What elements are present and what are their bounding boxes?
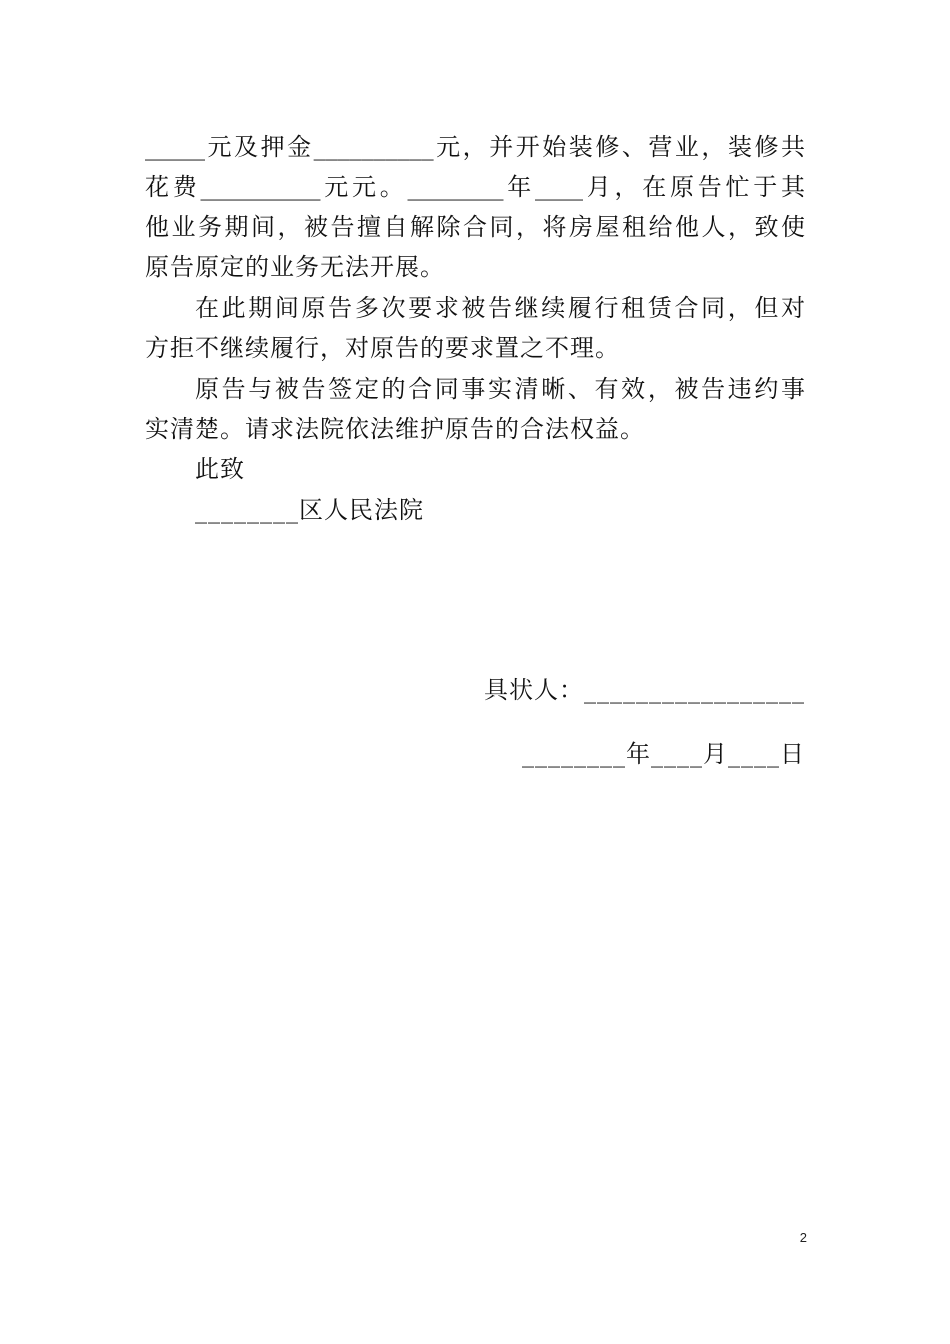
body-text-line: 原告原定的业务无法开展。 bbox=[145, 253, 445, 281]
body-text-line: 原告与被告签定的合同事实清晰、有效，被告违约事 bbox=[195, 375, 805, 403]
body-text-line: 在此期间原告多次要求被告继续履行租赁合同，但对 bbox=[195, 294, 805, 322]
page-number: 2 bbox=[799, 1230, 807, 1245]
body-text-line: 花费__________元元。________年____月，在原告忙于其 bbox=[145, 173, 805, 201]
salutation: 此致 bbox=[195, 455, 245, 483]
signature-line: 具状人：_________________ bbox=[484, 676, 805, 704]
body-text-line: 实清楚。请求法院依法维护原告的合法权益。 bbox=[145, 415, 645, 443]
body-text-line: 方拒不继续履行，对原告的要求置之不理。 bbox=[145, 334, 620, 362]
body-text-line: 他业务期间，被告擅自解除合同，将房屋租给他人，致使 bbox=[145, 213, 805, 241]
court-addressee: ________区人民法院 bbox=[195, 496, 424, 524]
body-text-line: _____元及押金__________元，并开始装修、营业，装修共 bbox=[145, 133, 805, 161]
date-line: ________年____月____日 bbox=[522, 740, 805, 768]
